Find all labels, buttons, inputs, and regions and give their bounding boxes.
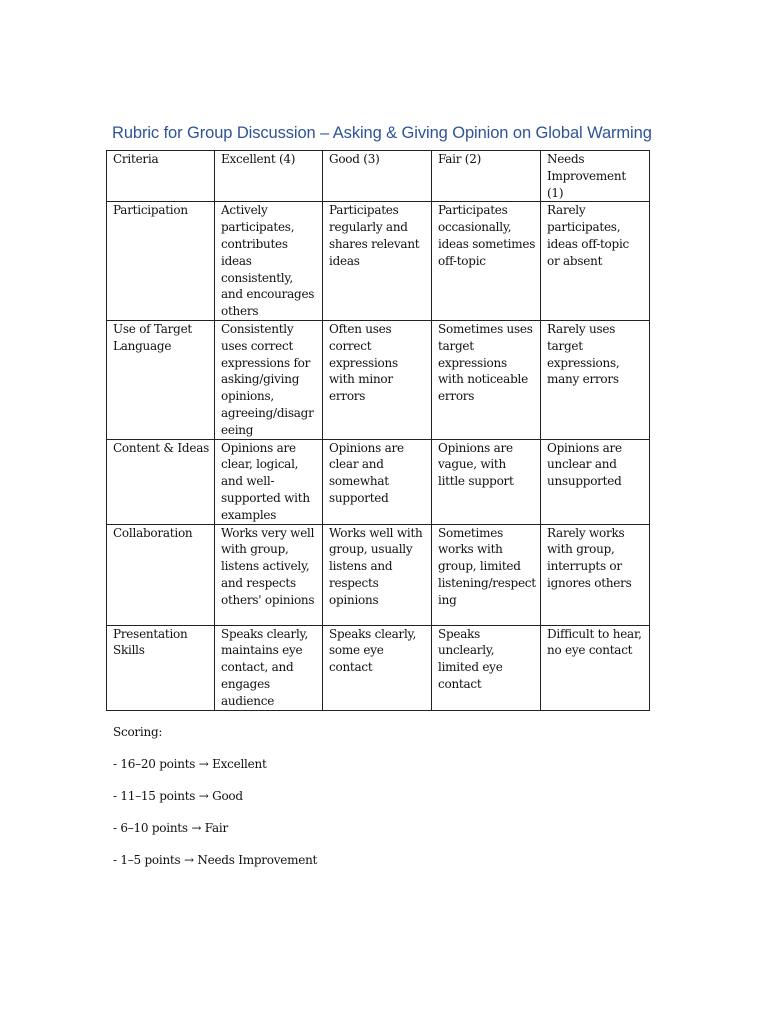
header-cell-criteria: Criteria xyxy=(107,151,215,202)
excellent-cell: Consistently uses correct expressions for asking/giving opinions, agreeing/disagreeing xyxy=(215,320,323,439)
good-cell: Speaks clearly, some eye contact xyxy=(323,625,432,710)
good-cell: Opinions are clear and somewhat supported xyxy=(323,439,432,524)
fair-cell: Opinions are vague, with little support xyxy=(432,439,541,524)
header-cell-good: Good (3) xyxy=(323,151,432,202)
table-row xyxy=(107,320,650,439)
excellent-cell: Works very well with group, listens actively, and respects others' opinions xyxy=(215,524,323,625)
good-cell: Works well with group, usually listens and respects opinions xyxy=(323,524,432,625)
needs-improvement-cell: Rarely uses target expressions, many errors xyxy=(541,320,650,439)
excellent-cell: Actively participates, contributes ideas consistently, and encourages others xyxy=(215,202,323,321)
scoring-section xyxy=(113,724,317,884)
header-cell-fair: Fair (2) xyxy=(432,151,541,202)
scoring-item: - 6–10 points → Fair xyxy=(113,821,228,835)
fair-cell: Sometimes uses target expressions with noticeable errors xyxy=(432,320,541,439)
needs-improvement-cell: Difficult to hear, no eye contact xyxy=(541,625,650,710)
table-row xyxy=(107,202,650,321)
needs-improvement-cell: Rarely works with group, interrupts or ignores others xyxy=(541,524,650,625)
table-row xyxy=(107,524,650,625)
excellent-cell: Opinions are clear, logical, and well-supported with examples xyxy=(215,439,323,524)
document-title: Rubric for Group Discussion – Asking & Giving Opinion on Global Warming xyxy=(112,124,652,142)
fair-cell: Speaks unclearly, limited eye contact xyxy=(432,625,541,710)
good-cell: Participates regularly and shares relevant ideas xyxy=(323,202,432,321)
criteria-cell: Presentation Skills xyxy=(107,625,215,710)
fair-cell: Sometimes works with group, limited listening/respecting xyxy=(432,524,541,625)
scoring-item: - 16–20 points → Excellent xyxy=(113,757,267,771)
needs-improvement-cell: Opinions are unclear and unsupported xyxy=(541,439,650,524)
criteria-cell: Participation xyxy=(107,202,215,321)
header-cell-needs-improvement: Needs Improvement (1) xyxy=(541,151,650,202)
scoring-item: - 11–15 points → Good xyxy=(113,789,243,803)
criteria-cell: Collaboration xyxy=(107,524,215,625)
table-row xyxy=(107,625,650,710)
header-cell-excellent: Excellent (4) xyxy=(215,151,323,202)
rubric-table xyxy=(106,150,650,711)
table-header-row xyxy=(107,151,650,202)
fair-cell: Participates occasionally, ideas sometimes off-topic xyxy=(432,202,541,321)
needs-improvement-cell: Rarely participates, ideas off-topic or absent xyxy=(541,202,650,321)
scoring-heading: Scoring: xyxy=(113,725,163,739)
excellent-cell: Speaks clearly, maintains eye contact, and engages audience xyxy=(215,625,323,710)
criteria-cell: Content & Ideas xyxy=(107,439,215,524)
good-cell: Often uses correct expressions with minor errors xyxy=(323,320,432,439)
table-row xyxy=(107,439,650,524)
scoring-item: - 1–5 points → Needs Improvement xyxy=(113,853,318,867)
criteria-cell: Use of Target Language xyxy=(107,320,215,439)
